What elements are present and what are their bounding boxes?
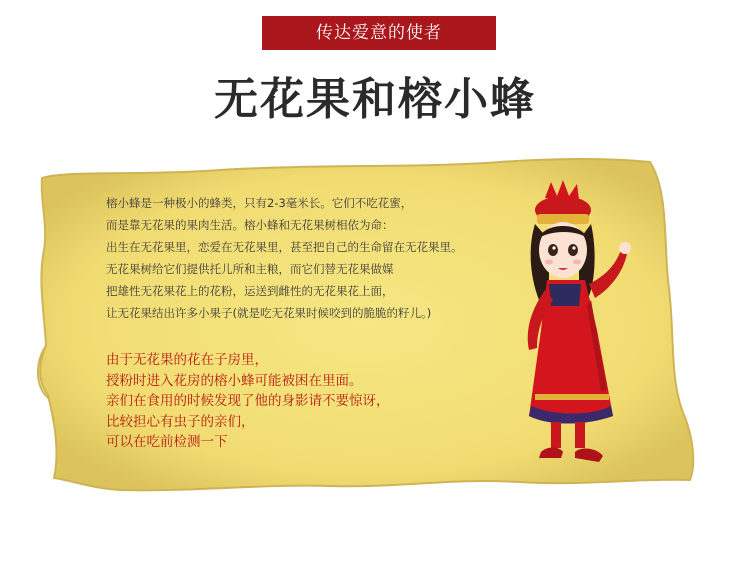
intro-line: 出生在无花果里，恋爱在无花果里，甚至把自己的生命留在无花果里。	[106, 240, 463, 254]
intro-line: 无花果树给它们提供托儿所和主粮，而它们替无花果做媒	[106, 262, 394, 276]
notice-line: 比较担心有虫子的亲们，	[106, 413, 255, 430]
intro-line: 榕小蜂是一种极小的蜂类，只有2-3毫米长。它们不吃花蜜，	[106, 196, 413, 210]
notice-line: 亲们在食用的时候发现了他的身影请不要惊讶，	[106, 393, 390, 409]
dancer-illustration-icon	[505, 180, 665, 470]
intro-line: 而是靠无花果的果肉生活。榕小蜂和无花果树相依为命：	[106, 218, 394, 232]
notice-line: 授粉时进入花房的榕小蜂可能被困在里面。	[106, 372, 363, 389]
intro-paragraph	[106, 192, 546, 324]
notice-line: 由于无花果的花在子房里，	[106, 352, 268, 368]
banner: 传达爱意的使者	[262, 16, 496, 50]
intro-line: 让无花果结出许多小果子(就是吃无花果时候咬到的脆脆的籽儿。)	[106, 306, 432, 320]
notice-line: 可以在吃前检测一下	[106, 434, 228, 450]
notice-paragraph	[106, 350, 506, 453]
intro-line: 把雄性无花果花上的花粉，运送到雌性的无花果花上面，	[106, 284, 394, 298]
page-title: 无花果和榕小蜂	[214, 74, 536, 125]
